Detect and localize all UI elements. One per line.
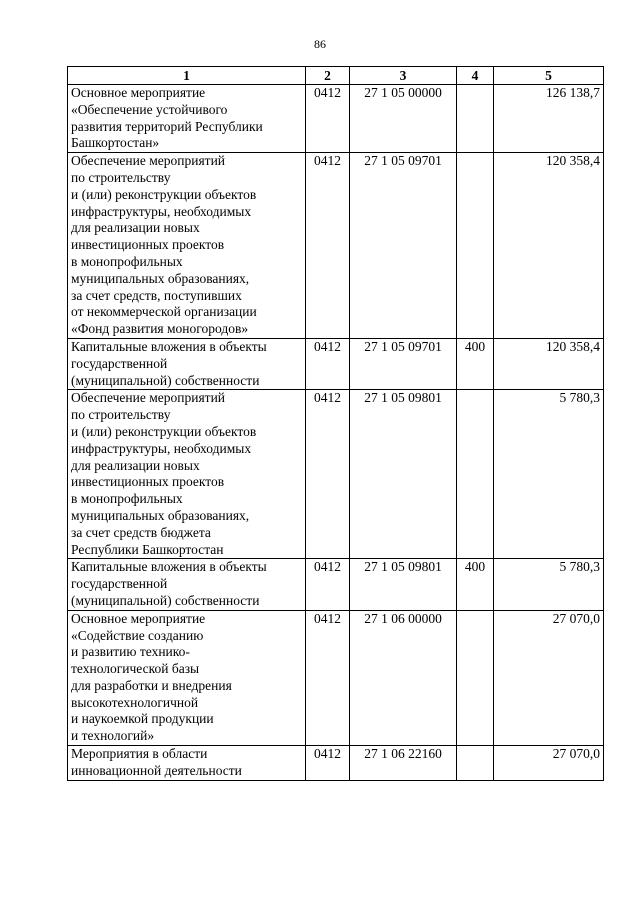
row-section-code: 0412 xyxy=(306,559,350,610)
row-target-code: 27 1 05 09701 xyxy=(350,338,457,389)
table-row xyxy=(68,390,604,559)
table-row xyxy=(68,559,604,610)
table-row xyxy=(68,610,604,745)
row-name: Основное мероприятие «Обеспечение устойчивого развития территорий Республики Башкортостан» xyxy=(68,85,306,153)
row-amount: 120 358,4 xyxy=(494,153,604,339)
row-section-code: 0412 xyxy=(306,746,350,781)
row-amount: 126 138,7 xyxy=(494,85,604,153)
row-expense-type: 400 xyxy=(457,338,494,389)
row-target-code: 27 1 05 09701 xyxy=(350,153,457,339)
row-expense-type xyxy=(457,610,494,745)
table-body xyxy=(68,85,604,781)
header-col-1: 1 xyxy=(68,67,306,85)
row-amount: 120 358,4 xyxy=(494,338,604,389)
table-row xyxy=(68,746,604,781)
header-col-3: 3 xyxy=(350,67,457,85)
row-target-code: 27 1 06 00000 xyxy=(350,610,457,745)
table-row xyxy=(68,85,604,153)
row-section-code: 0412 xyxy=(306,338,350,389)
budget-table xyxy=(67,66,604,781)
row-section-code: 0412 xyxy=(306,390,350,559)
header-col-5: 5 xyxy=(494,67,604,85)
row-expense-type xyxy=(457,85,494,153)
row-amount: 5 780,3 xyxy=(494,559,604,610)
header-col-2: 2 xyxy=(306,67,350,85)
row-name: Мероприятия в области инновационной деятельности xyxy=(68,746,306,781)
row-amount: 5 780,3 xyxy=(494,390,604,559)
row-expense-type xyxy=(457,390,494,559)
table-header xyxy=(68,67,604,85)
row-name: Капитальные вложения в объекты государственной (муниципальной) собственности xyxy=(68,559,306,610)
table-row xyxy=(68,153,604,339)
row-target-code: 27 1 05 00000 xyxy=(350,85,457,153)
row-section-code: 0412 xyxy=(306,153,350,339)
row-target-code: 27 1 05 09801 xyxy=(350,559,457,610)
row-amount: 27 070,0 xyxy=(494,746,604,781)
row-target-code: 27 1 05 09801 xyxy=(350,390,457,559)
row-expense-type: 400 xyxy=(457,559,494,610)
header-row xyxy=(68,67,604,85)
header-col-4: 4 xyxy=(457,67,494,85)
row-amount: 27 070,0 xyxy=(494,610,604,745)
row-expense-type xyxy=(457,746,494,781)
row-target-code: 27 1 06 22160 xyxy=(350,746,457,781)
row-name: Основное мероприятие «Содействие созданию и развитию технико- технологической базы для разработки и внедрения высокотехнологичной и наукоемкой продукции и технологий» xyxy=(68,610,306,745)
row-expense-type xyxy=(457,153,494,339)
row-name: Обеспечение мероприятий по строительству и (или) реконструкции объектов инфраструктуры, необходимых для реализации новых инвестиционных проектов в монопрофильных муниципальных образованиях, за счет средств, поступивших от некоммерческой организации «Фонд развития моногородов» xyxy=(68,153,306,339)
table-row xyxy=(68,338,604,389)
row-name: Обеспечение мероприятий по строительству и (или) реконструкции объектов инфраструктуры, необходимых для реализации новых инвестиционных проектов в монопрофильных муниципальных образованиях, за счет средств бюджета Республики Башкортостан xyxy=(68,390,306,559)
row-name: Капитальные вложения в объекты государственной (муниципальной) собственности xyxy=(68,338,306,389)
page-number: 86 xyxy=(314,37,326,51)
row-section-code: 0412 xyxy=(306,85,350,153)
row-section-code: 0412 xyxy=(306,610,350,745)
